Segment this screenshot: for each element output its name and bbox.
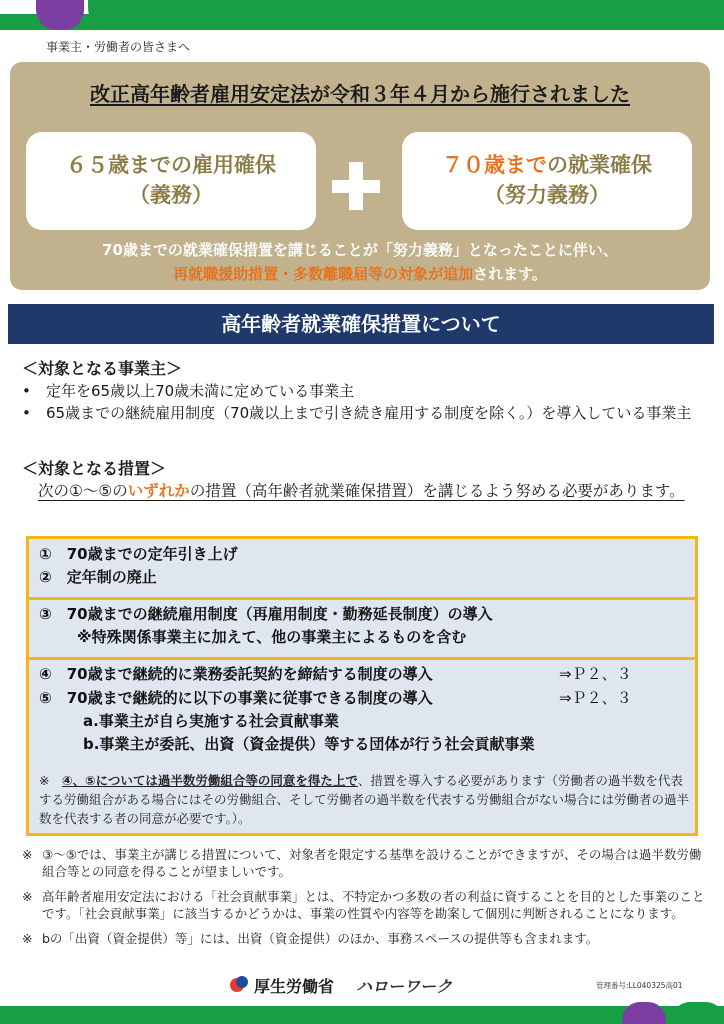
measure-5a: a.事業主が自ら実施する社会貢献事業 xyxy=(83,712,339,730)
measures-note-rest: 、措置を導入する必要があります（労働者の過半数を代表する労働組合がある場合にはその労働組合、そして労働者の過半数を代表する労働組合がない場合には労働者の過半数を代表する者の同意が必要です。）。 xyxy=(39,773,690,826)
measure-4 xyxy=(39,663,632,685)
footnote: ※ 高年齢者雇用安定法における「社会貢献事業」とは、不特定かつ多数の者の利益に資することを目的とした事業のことです。「社会貢献事業」に該当するかどうかは、事業の性質や内容等を勘案して個別に判断されることになります。 xyxy=(22,888,712,922)
banner-note-highlight: 再就職援助措置・多数離職届等の対象が追加 xyxy=(173,265,474,283)
measure-4-text: ④ 70歳まで継続的に業務委託契約を締結する制度の導入 xyxy=(39,665,433,683)
employment-70-highlight: ７０歳まで xyxy=(442,153,547,177)
measures-note xyxy=(39,771,689,828)
list-item: • 65歳までの継続雇用制度（70歳以上まで引き続き雇用する制度を除く。）を導入している事業主 xyxy=(18,402,708,424)
employment-70-subtitle: （努力義務） xyxy=(484,183,610,207)
banner-note-rest: されます。 xyxy=(473,265,547,283)
target-measures-heading: ＜対象となる措置＞ xyxy=(22,459,167,478)
banner-note xyxy=(10,238,710,286)
ministry-logo-icon xyxy=(230,976,248,994)
employment-65-subtitle: （義務） xyxy=(129,183,213,207)
measure-3: ③ 70歳までの継続雇用制度（再雇用制度・勤務延長制度）の導入 xyxy=(39,605,493,623)
audience-label: 事業主・労働者の皆さまへ xyxy=(46,40,191,54)
footnotes xyxy=(22,846,712,955)
target-measures-lead xyxy=(22,480,706,502)
target-employers-heading: ＜対象となる事業主＞ xyxy=(22,359,183,378)
announcement-banner xyxy=(10,62,710,290)
footer-logo xyxy=(230,974,452,996)
measure-3-note: ※特殊関係事業主に加えて、他の事業主によるものを含む xyxy=(77,628,467,646)
top-green-tab xyxy=(88,0,724,30)
measures-divider xyxy=(26,597,698,600)
banner-title: 改正高年齢者雇用安定法が令和３年４月から施行されました xyxy=(90,82,630,106)
plus-icon xyxy=(328,160,384,212)
ministry-name: 厚生労働省 xyxy=(254,976,335,996)
bottom-purple-tab xyxy=(622,1002,666,1024)
bottom-green-tab xyxy=(672,1002,724,1024)
lead-after: の措置（高年齢者就業確保措置）を講じるよう努める必要があります。 xyxy=(189,482,685,500)
lead-highlight: いずれか xyxy=(127,482,190,500)
measure-5-text: ⑤ 70歳まで継続的に以下の事業に従事できる制度の導入 xyxy=(39,689,433,707)
bottom-green-stripe xyxy=(0,1006,724,1024)
bottom-decorative-band xyxy=(0,1002,724,1024)
hellowork-name: ハローワーク xyxy=(356,976,453,996)
footnote: ※ ③～⑤では、事業主が講じる措置について、対象者を限定する基準を設けることができますが、その場合は過半数労働組合等との同意を得ることが望ましいです。 xyxy=(22,846,712,880)
measure-5b: b.事業主が委託、出資（資金提供）等する団体が行う社会貢献事業 xyxy=(83,735,535,753)
employment-70-title-rest: の就業確保 xyxy=(547,153,652,177)
list-item: • 定年を65歳以上70歳未満に定めている事業主 xyxy=(18,380,708,402)
measure-1: ① 70歳までの定年引き上げ xyxy=(39,545,238,563)
employment-70-card xyxy=(402,132,692,230)
measures-note-mark: ※ xyxy=(39,773,50,788)
footnote: ※ bの「出資（資金提供）等」には、出資（資金提供）のほか、事務スペースの提供等も含まれます。 xyxy=(22,930,712,947)
employment-65-title: ６５歳までの雇用確保 xyxy=(66,153,276,177)
employment-65-card xyxy=(26,132,316,230)
measure-4-ref: ⇒Ｐ２、３ xyxy=(559,665,632,683)
employment-70-title xyxy=(402,150,692,180)
top-decorative-band xyxy=(0,0,724,30)
management-number: 管理番号:LL040325高01 xyxy=(596,981,683,990)
measure-5-ref: ⇒Ｐ２、３ xyxy=(559,689,632,707)
measures-box xyxy=(26,536,698,836)
measures-note-emphasis: ④、⑤については過半数労働組合等の同意を得た上で xyxy=(62,773,358,788)
banner-note-line2 xyxy=(10,262,710,286)
measure-5 xyxy=(39,687,632,709)
measure-2: ② 定年制の廃止 xyxy=(39,568,157,586)
target-employers-list xyxy=(18,380,708,424)
lead-before: 次の①～⑤の xyxy=(38,482,128,500)
section-title: 高年齢者就業確保措置について xyxy=(8,304,714,344)
measures-divider xyxy=(26,657,698,660)
banner-note-line1: 70歳までの就業確保措置を講じることが「努力義務」となったことに伴い、 xyxy=(102,241,618,259)
